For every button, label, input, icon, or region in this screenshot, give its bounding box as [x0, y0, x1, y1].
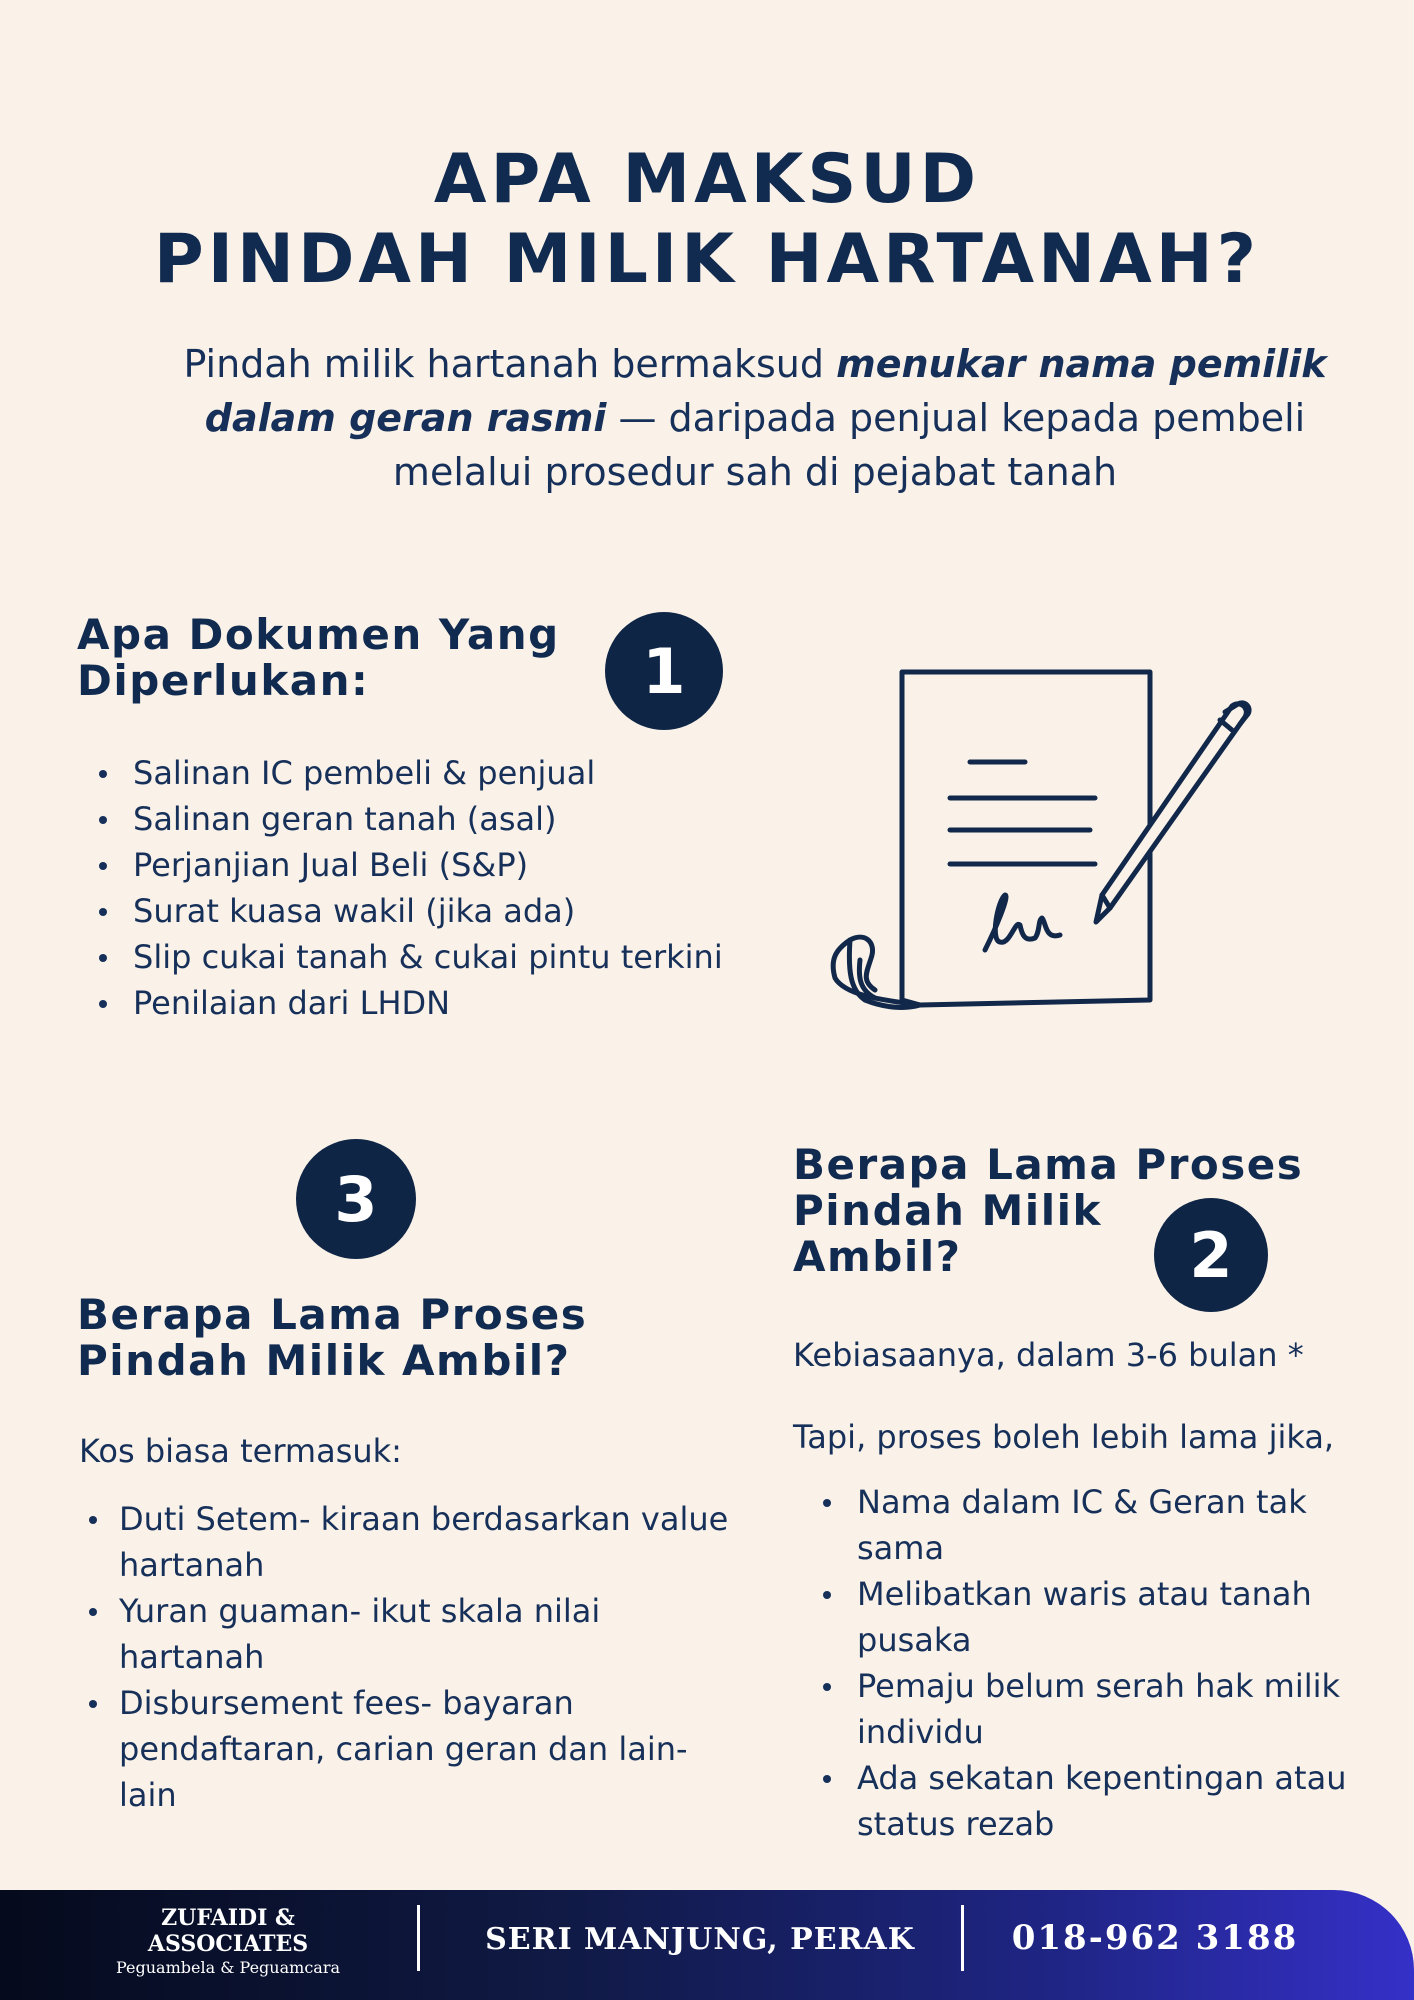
- duration-text: Kebiasaanya, dalam 3-6 bulan *: [793, 1336, 1304, 1374]
- title-line-2: PINDAH MILIK HARTANAH?: [153, 220, 1261, 299]
- delay-reasons-list: [793, 1479, 1403, 1847]
- firm-name-line-1: ZUFAIDI &: [161, 1905, 295, 1931]
- list-item: Perjanjian Jual Beli (S&P): [77, 842, 757, 888]
- delay-intro: Tapi, proses boleh lebih lama jika,: [793, 1418, 1335, 1456]
- step-number-2: 2: [1154, 1198, 1268, 1312]
- intro-text-1: Pindah milik hartanah bermaksud: [183, 342, 837, 386]
- section1-heading: [77, 612, 560, 704]
- section2-heading-line-3: Ambil?: [793, 1232, 962, 1281]
- list-item: Yuran guaman- ikut skala nilai hartanah: [79, 1588, 739, 1680]
- costs-intro: Kos biasa termasuk:: [79, 1432, 402, 1470]
- firm-subtitle: Peguambela & Peguamcara: [115, 1958, 340, 1977]
- section3-heading-line-2: Pindah Milik Ambil?: [77, 1336, 571, 1385]
- section2-heading-line-1: Berapa Lama Proses: [793, 1140, 1304, 1189]
- footer-divider: [417, 1905, 420, 1971]
- list-item: Penilaian dari LHDN: [77, 980, 757, 1026]
- costs-list: [79, 1496, 739, 1818]
- list-item: Disbursement fees- bayaran pendaftaran, carian geran dan lain-lain: [79, 1680, 739, 1818]
- page-title: [0, 140, 1414, 300]
- list-item: Ada sekatan kepentingan atau status rezab: [793, 1755, 1403, 1847]
- documents-list: [77, 750, 757, 1026]
- list-item: Duti Setem- kiraan berdasarkan value hartanah: [79, 1496, 739, 1588]
- step-number-1: 1: [605, 612, 723, 730]
- step-number-3: 3: [296, 1139, 416, 1259]
- section2-heading-line-2: Pindah Milik: [793, 1186, 1102, 1235]
- footer-phone[interactable]: 018-962 3188: [1011, 1918, 1299, 1958]
- section3-heading-line-1: Berapa Lama Proses: [77, 1290, 588, 1339]
- footer-location: SERI MANJUNG, PERAK: [485, 1922, 915, 1957]
- list-item: Pemaju belum serah hak milik individu: [793, 1663, 1403, 1755]
- list-item: Nama dalam IC & Geran tak sama: [793, 1479, 1403, 1571]
- list-item: Surat kuasa wakil (jika ada): [77, 888, 757, 934]
- footer-divider: [961, 1905, 964, 1971]
- firm-name: [100, 1905, 356, 1979]
- intro-emphasis: menukar nama pemilik dalam geran rasmi: [204, 342, 1327, 440]
- intro-text-2: — daripada penjual kepada pembeli melalui prosedur sah di pejabat tanah: [392, 396, 1306, 494]
- title-line-1: APA MAKSUD: [433, 140, 981, 219]
- firm-name-line-2: ASSOCIATES: [147, 1931, 309, 1957]
- section1-heading-line-1: Apa Dokumen Yang: [77, 610, 560, 659]
- intro-paragraph: [170, 337, 1340, 499]
- list-item: Salinan geran tanah (asal): [77, 796, 757, 842]
- list-item: Slip cukai tanah & cukai pintu terkini: [77, 934, 757, 980]
- section3-heading: [77, 1292, 587, 1384]
- document-pen-icon: [820, 660, 1260, 1020]
- section1-heading-line-2: Diperlukan:: [77, 656, 370, 705]
- list-item: Melibatkan waris atau tanah pusaka: [793, 1571, 1403, 1663]
- list-item: Salinan IC pembeli & penjual: [77, 750, 757, 796]
